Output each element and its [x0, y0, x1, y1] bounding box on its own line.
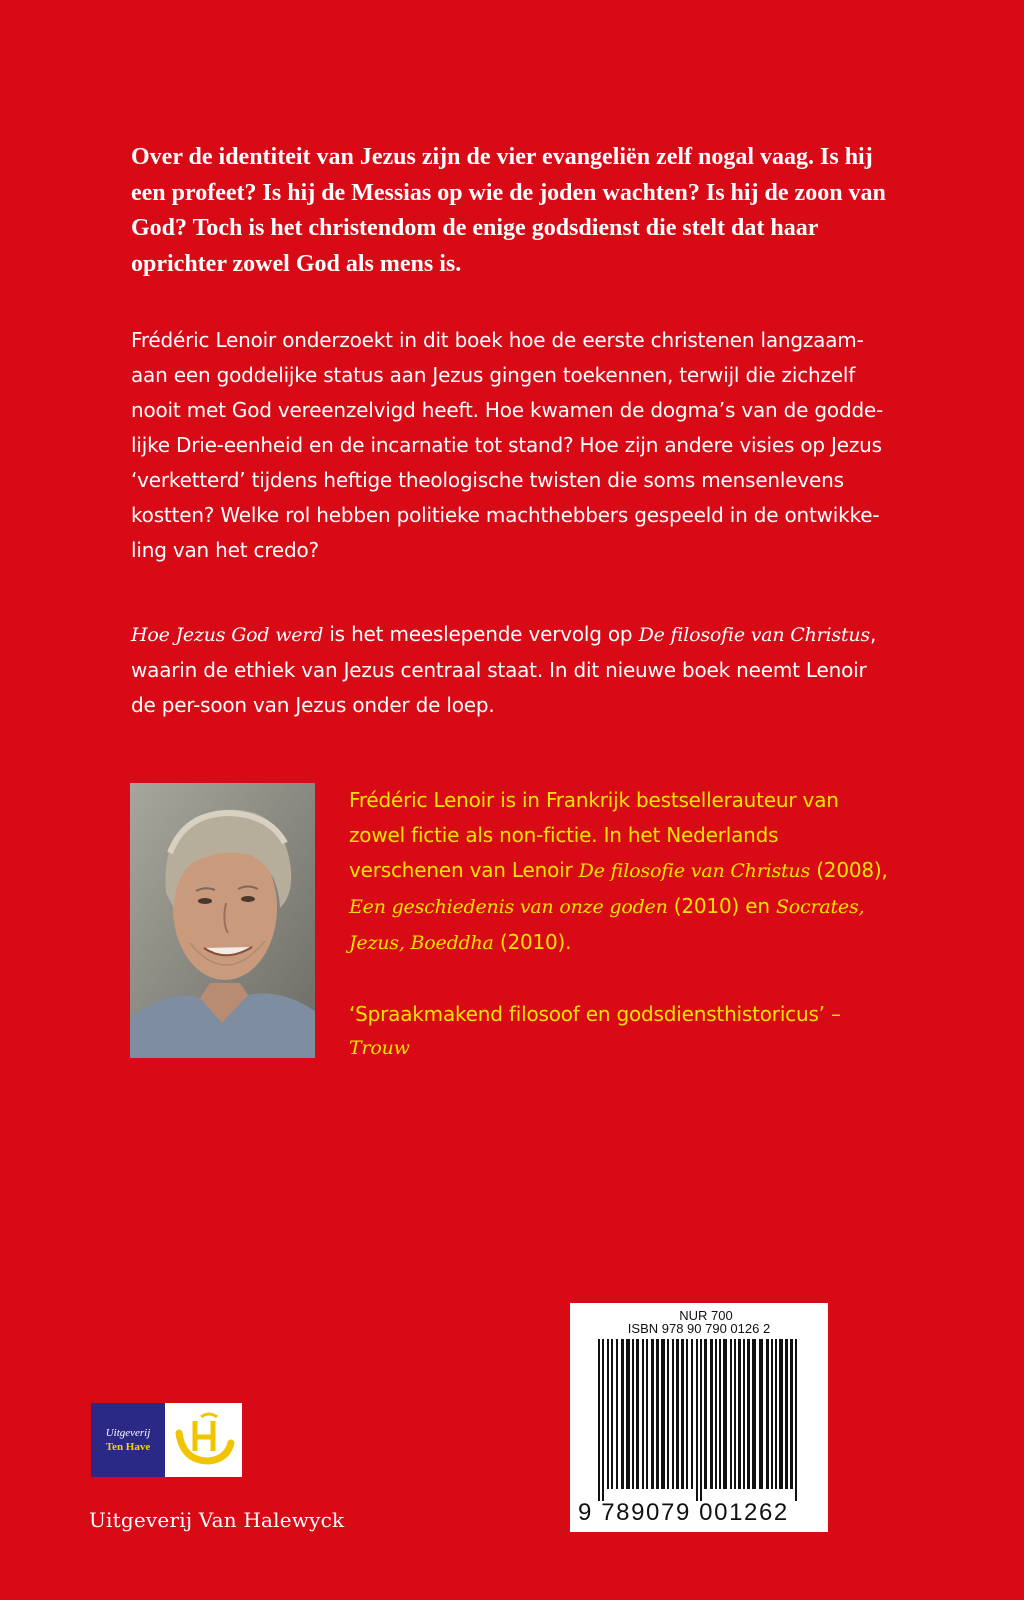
- sequel-paragraph: [131, 617, 891, 723]
- bio-year-1: (2008),: [810, 858, 888, 882]
- bio-book-1: De filosofie van Christus: [578, 860, 811, 882]
- sequel-text-2: , waarin de ethiek van Jezus centraal staat. In dit nieuwe boek neemt Lenoir de per-soon van Jezus onder de loep.: [131, 622, 877, 717]
- barcode-digits: 9 789079 001262: [578, 1499, 789, 1526]
- sequel-text-1: is het meeslepende vervolg op: [323, 622, 639, 646]
- bio-text-1: Frédéric Lenoir is in Frankrijk bestsellerauteur van zowel fictie als non-fictie. In het Nederlands verschenen van Lenoir: [349, 788, 839, 882]
- book-title-hoe-jezus-god-werd: Hoe Jezus God werd: [131, 624, 324, 646]
- publisher-name: Uitgeverij Van Halewyck: [89, 1508, 345, 1532]
- quote-source: Trouw: [349, 1037, 410, 1059]
- intro-paragraph: Over de identiteit van Jezus zijn de vier evangeliën zelf nogal vaag. Is hij een profeet? Is hij de Messias op wie de joden wachten? Is hij de zoon van God? Toch is het christendom de enige godsdienst die stelt dat haar oprichter zowel God als mens is.: [131, 144, 886, 277]
- halewyck-mark-icon: [165, 1403, 242, 1477]
- author-photo: [130, 783, 315, 1058]
- ten-have-logo: [91, 1403, 242, 1477]
- book-title-de-filosofie-van-christus: De filosofie van Christus: [638, 624, 870, 646]
- nur-code: NUR 700: [679, 1308, 733, 1323]
- barcode-box: [570, 1303, 828, 1532]
- review-quote: [349, 998, 889, 1065]
- bio-book-2: Een geschiedenis van onze goden: [349, 896, 668, 918]
- description-paragraph: Frédéric Lenoir onderzoekt in dit boek hoe de eerste christenen langzaam-aan een goddelijke status aan Jezus gingen toekennen, terwijl die zichzelf nooit met God vereenzelvigd heeft. Hoe kwamen de dogma’s van de godde-lijke Drie-eenheid en de incarnatie tot stand? Hoe zijn andere visies op Jezus ‘verketterd’ tijdens heftige theologische twisten die soms mensenlevens kostten? Welke rol hebben politieke machthebbers gespeeld in de ontwikke-ling van het credo?: [131, 328, 884, 562]
- quote-text: ‘Spraakmakend filosoof en godsdiensthistoricus’ –: [349, 1002, 841, 1026]
- logo-line-2: Ten Have: [105, 1441, 151, 1453]
- author-bio: [349, 783, 889, 961]
- barcode-bars: [598, 1339, 802, 1501]
- bio-year-3: (2010).: [493, 930, 572, 954]
- bio-book-3: Socrates, Jezus, Boeddha: [349, 896, 865, 954]
- logo-text-block: [91, 1403, 165, 1477]
- isbn-number: ISBN 978 90 790 0126 2: [627, 1321, 771, 1336]
- bio-year-2: (2010) en: [667, 894, 776, 918]
- logo-line-1: Uitgeverij: [105, 1427, 151, 1439]
